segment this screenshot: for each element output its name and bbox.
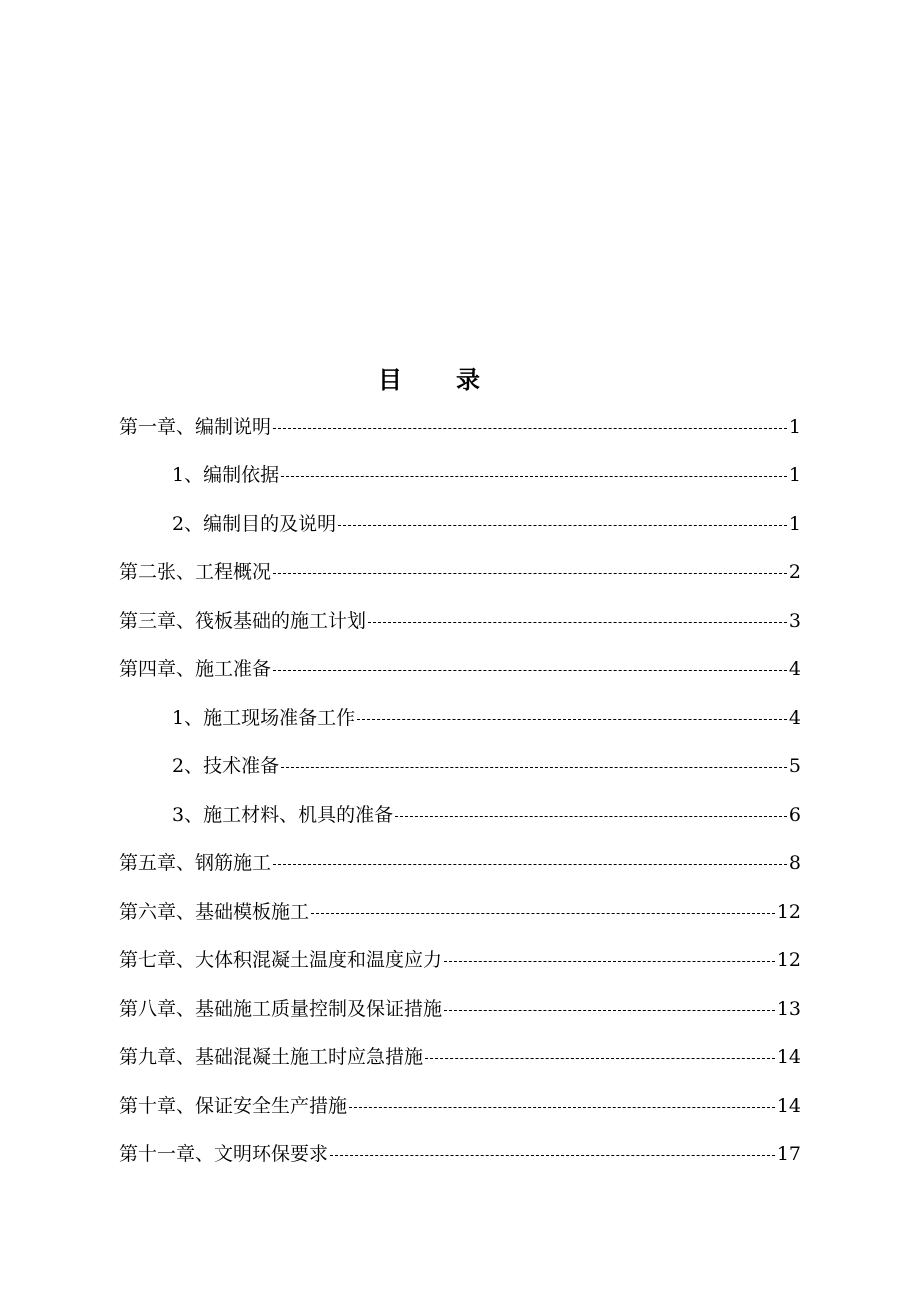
- toc-entry-page-number: 14: [776, 1046, 801, 1069]
- toc-entry-label: 第十一章、文明环保要求: [119, 1143, 329, 1166]
- toc-leader-line: [311, 913, 775, 914]
- toc-title: [0, 360, 860, 395]
- toc-entry-label: 2、技术准备: [172, 755, 280, 778]
- toc-entry-label: 2、编制目的及说明: [172, 512, 337, 535]
- toc-title-right: 录: [456, 366, 482, 394]
- toc-entry[interactable]: [119, 888, 801, 937]
- toc-entry-page-number: 17: [776, 1143, 801, 1166]
- toc-entry[interactable]: [119, 403, 801, 452]
- toc-entry[interactable]: [119, 937, 801, 986]
- toc-entry[interactable]: [119, 1082, 801, 1131]
- toc-entry-page-number: 2: [788, 561, 801, 584]
- toc-entry-label: 第八章、基础施工质量控制及保证措施: [119, 997, 443, 1020]
- toc-leader-line: [338, 525, 787, 526]
- toc-entry[interactable]: [119, 985, 801, 1034]
- toc-entry-page-number: 5: [788, 755, 801, 778]
- toc-entry[interactable]: [119, 1034, 801, 1083]
- toc-entry[interactable]: [119, 1131, 801, 1180]
- toc-entry-page-number: 12: [776, 949, 801, 972]
- toc-entry[interactable]: [119, 500, 801, 549]
- toc-entry-label: 第二张、工程概况: [119, 561, 272, 584]
- toc-leader-line: [273, 670, 787, 671]
- toc-entry-label: 第一章、编制说明: [119, 415, 272, 438]
- toc-entry-label: 1、施工现场准备工作: [172, 706, 356, 729]
- toc-entry[interactable]: [119, 791, 801, 840]
- toc-entry-label: 第三章、筏板基础的施工计划: [119, 609, 367, 632]
- toc-entry[interactable]: [119, 694, 801, 743]
- toc-entry-label: 3、施工材料、机具的准备: [172, 803, 394, 826]
- toc-entry-page-number: 13: [776, 997, 801, 1020]
- toc-leader-line: [357, 719, 787, 720]
- toc-entry-page-number: 14: [776, 1094, 801, 1117]
- toc-leader-line: [273, 573, 787, 574]
- toc-entry[interactable]: [119, 452, 801, 501]
- toc-entry-page-number: 12: [776, 900, 801, 923]
- toc-leader-line: [273, 864, 787, 865]
- toc-leader-line: [444, 1010, 775, 1011]
- toc-entry-page-number: 4: [788, 658, 801, 681]
- toc-entry-page-number: 8: [788, 852, 801, 875]
- toc-entry-page-number: 1: [788, 464, 801, 487]
- toc-entry[interactable]: [119, 840, 801, 889]
- toc-entry[interactable]: [119, 743, 801, 792]
- toc-leader-line: [444, 961, 775, 962]
- toc-entry-page-number: 3: [788, 609, 801, 632]
- toc-leader-line: [281, 767, 787, 768]
- toc-entry[interactable]: [119, 597, 801, 646]
- toc-entry-page-number: 4: [788, 706, 801, 729]
- toc-entry[interactable]: [119, 549, 801, 598]
- toc-entry-page-number: 6: [788, 803, 801, 826]
- toc-leader-line: [395, 816, 787, 817]
- toc-leader-line: [425, 1058, 775, 1059]
- toc-leader-line: [368, 622, 787, 623]
- toc-entry-label: 第九章、基础混凝土施工时应急措施: [119, 1046, 424, 1069]
- toc-entry[interactable]: [119, 646, 801, 695]
- toc-entry-label: 1、编制依据: [172, 464, 280, 487]
- toc-entry-page-number: 1: [788, 512, 801, 535]
- toc-leader-line: [273, 428, 787, 429]
- toc-entry-label: 第十章、保证安全生产措施: [119, 1094, 348, 1117]
- toc-entry-label: 第六章、基础模板施工: [119, 900, 310, 923]
- toc-entry-label: 第四章、施工准备: [119, 658, 272, 681]
- toc-leader-line: [330, 1155, 775, 1156]
- toc-title-left: 目: [378, 366, 404, 394]
- toc-entry-label: 第七章、大体积混凝土温度和温度应力: [119, 949, 443, 972]
- toc-entry-page-number: 1: [788, 415, 801, 438]
- toc-leader-line: [349, 1107, 775, 1108]
- toc-entry-label: 第五章、钢筋施工: [119, 852, 272, 875]
- toc-leader-line: [281, 476, 787, 477]
- toc-list: [119, 403, 801, 1179]
